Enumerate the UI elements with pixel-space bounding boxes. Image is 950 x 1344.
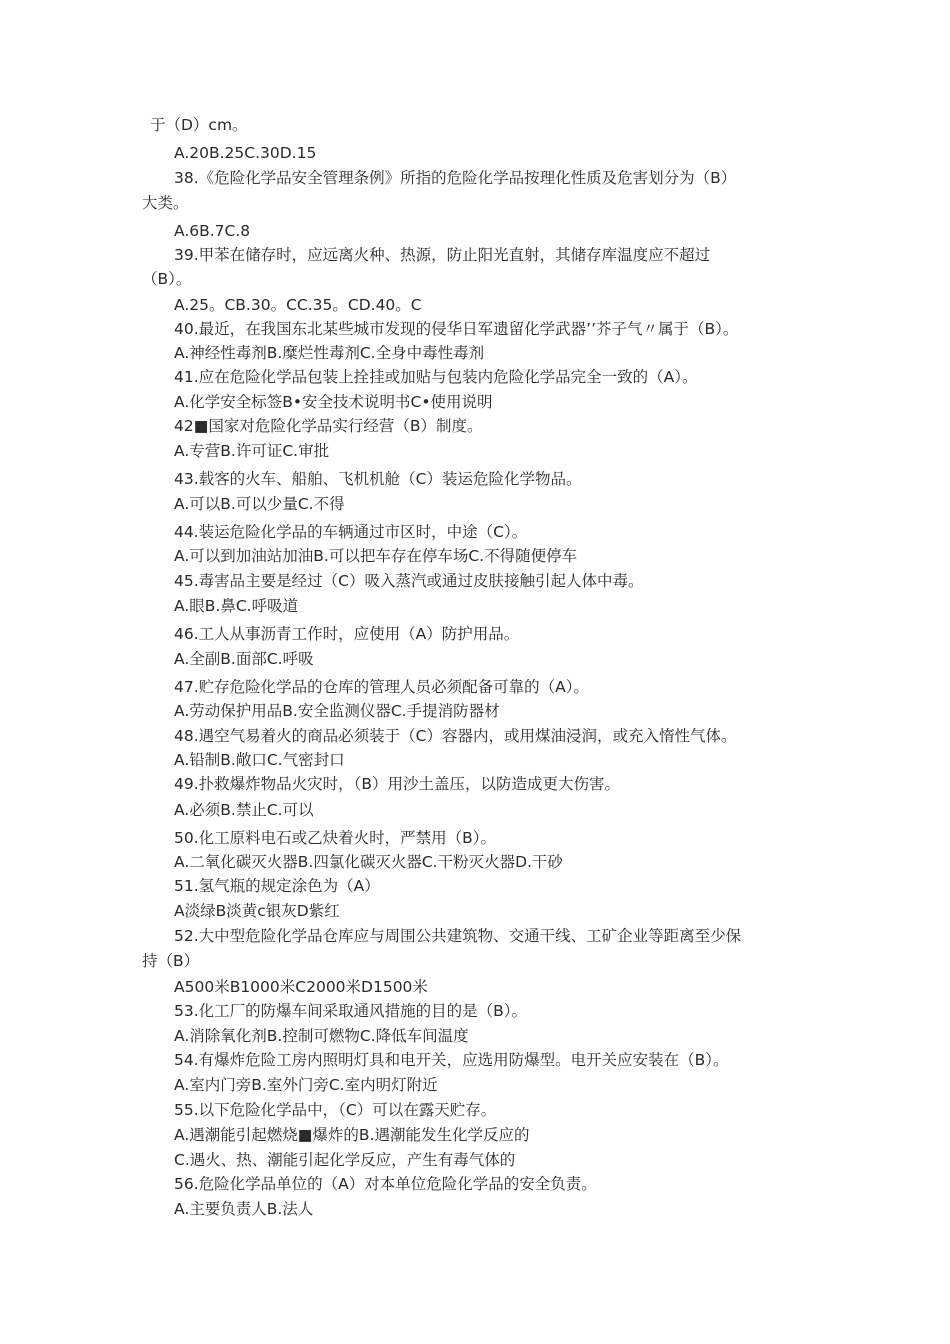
question-38: 38.《危险化学品安全管理条例》所指的危险化学品按理化性质及危害划分为（B） <box>174 169 737 187</box>
answer-options: A.6B.7C.8 <box>174 222 251 240</box>
question-50: 50.化工原料电石或乙炔着火时，严禁用（B）。 <box>174 829 497 847</box>
text-line: 于（D）cm。 <box>150 116 248 134</box>
text-line: （B）。 <box>142 270 192 288</box>
answer-options: A500米B1000米C2000米D1500米 <box>174 978 428 996</box>
question-43: 43.载客的火车、船舶、飞机机舱（C）装运危险化学物品。 <box>174 470 582 488</box>
answer-options: A.劳动保护用品B.安全监测仪器C.手提消防器材 <box>174 702 500 720</box>
answer-options: A.消除氧化剂B.控制可燃物C.降低车间温度 <box>174 1027 469 1045</box>
question-51: 51.氢气瓶的规定涂色为（A） <box>174 877 380 895</box>
answer-options: A.眼B.鼻C.呼吸道 <box>174 597 299 615</box>
question-40: 40.最近，在我国东北某些城市发现的侵华日军遗留化学武器’’芥子气〃属于（B）。 <box>174 320 739 338</box>
question-39: 39.甲苯在储存时，应远离火种、热源，防止阳光直射，其储存库温度应不超过 <box>174 246 711 264</box>
question-41: 41.应在危险化学品包装上拴挂或加贴与包装内危险化学品完全一致的（A）。 <box>174 368 698 386</box>
question-52: 52.大中型危险化学品仓库应与周围公共建筑物、交通干线、工矿企业等距离至少保 <box>174 927 742 945</box>
question-42: 42■国家对危险化学品实行经营（B）制度。 <box>174 417 483 435</box>
answer-options: A.遇潮能引起燃烧■爆炸的B.遇潮能发生化学反应的 <box>174 1126 530 1144</box>
answer-options: A.可以到加油站加油B.可以把车存在停车场C.不得随便停车 <box>174 547 578 565</box>
question-49: 49.扑救爆炸物品火灾时，（B）用沙土盖压，以防造成更大伤害。 <box>174 775 621 793</box>
text-line: 大类。 <box>142 194 189 212</box>
answer-options: A.室内门旁B.室外门旁C.室内明灯附近 <box>174 1076 438 1094</box>
answer-options: A.全副B.面部C.呼吸 <box>174 650 314 668</box>
answer-options: A.二氧化碳灭火器B.四氯化碳灭火器C.干粉灭火器D.干砂 <box>174 853 563 871</box>
answer-options: C.遇火、热、潮能引起化学反应，产生有毒气体的 <box>174 1151 516 1169</box>
answer-options: A.化学安全标签B•安全技术说明书C•使用说明 <box>174 393 493 411</box>
question-47: 47.贮存危险化学品的仓库的管理人员必须配备可靠的（A）。 <box>174 678 590 696</box>
answer-options: A.必须B.禁止C.可以 <box>174 801 314 819</box>
answer-options: A.铅制B.敞口C.气密封口 <box>174 751 345 769</box>
answer-options: A.神经性毒剂B.糜烂性毒剂C.全身中毒性毒剂 <box>174 344 485 362</box>
question-46: 46.工人从事沥青工作时，应使用（A）防护用品。 <box>174 625 520 643</box>
question-44: 44.装运危险化学品的车辆通过市区时，中途（C）。 <box>174 523 528 541</box>
question-53: 53.化工厂的防爆车间采取通风措施的目的是（B）。 <box>174 1002 528 1020</box>
answer-options: A.可以B.可以少量C.不得 <box>174 495 345 513</box>
answer-options: A.主要负责人B.法人 <box>174 1200 314 1218</box>
question-55: 55.以下危险化学品中，（C）可以在露天贮存。 <box>174 1101 497 1119</box>
question-45: 45.毒害品主要是经过（C）吸入蒸汽或通过皮肤接触引起人体中毒。 <box>174 572 644 590</box>
answer-options: A.25。CB.30。CC.35。CD.40。C <box>174 296 422 314</box>
answer-options: A.20B.25C.30D.15 <box>174 144 317 162</box>
text-line: 持（B） <box>142 952 200 970</box>
question-54: 54.有爆炸危险工房内照明灯具和电开关，应选用防爆型。电开关应安装在（B）。 <box>174 1051 729 1069</box>
question-48: 48.遇空气易着火的商品必须装于（C）容器内，或用煤油浸润，或充入惰性气体。 <box>174 727 737 745</box>
answer-options: A.专营B.许可证C.审批 <box>174 442 330 460</box>
question-56: 56.危险化学品单位的（A）对本单位危险化学品的安全负责。 <box>174 1175 597 1193</box>
answer-options: A淡绿B淡黄c银灰D紫红 <box>174 902 340 920</box>
